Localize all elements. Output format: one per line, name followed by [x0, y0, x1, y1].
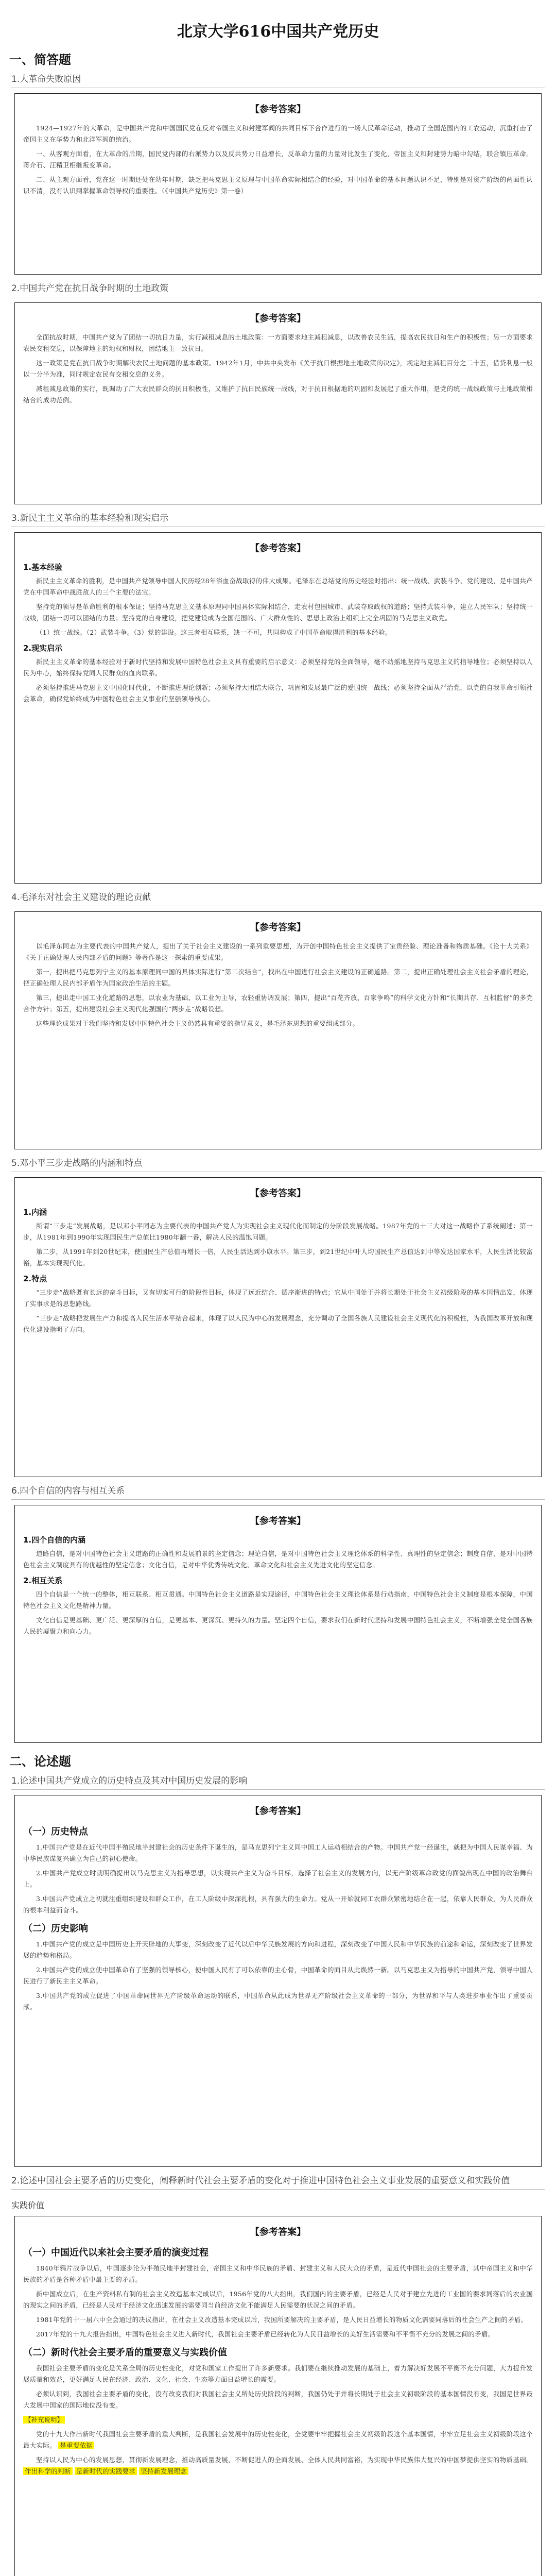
section-heading-essay: 二、论述题 [9, 1754, 71, 1769]
answer-paragraph: 第二步，从1991年到20世纪末，使国民生产总值再增长一倍，人民生活达到小康水平。第三步，到21世纪中叶人均国民生产总值达到中等发达国家水平，人民生活比较富裕，基本实现现代化。 [23, 1248, 533, 1267]
highlighted-note [23, 2414, 533, 2426]
highlight-label: 【补充说明】 [23, 2416, 65, 2424]
answer-label: 【参考答案】 [250, 1516, 306, 1527]
answer-paragraph: 以毛泽东同志为主要代表的中国共产党人，提出了关于社会主义建设的一系列重要思想，为开创中国特色社会主义提供了宝贵经验、理论准备和物质基础。《论十大关系》《关于正确处理人民内部矛盾的问题》等著作是这一探索的重要成果。 [23, 942, 533, 961]
answer-paragraph: 一、从客观方面看，在大革命的后期，国民党内部的右派势力以及反共势力日益增长，反革命力量的力量对比发生了变化，帝国主义和封建势力暗中勾结，联合镇压革命。蒋介石、汪精卫相继叛变革命。 [23, 150, 533, 169]
question-title: 5.邓小平三步走战略的内涵和特点 [11, 1156, 545, 1172]
answer-subheading: 1.四个自信的内涵 [23, 1535, 86, 1545]
answer-paragraph: 这一政策是党在抗日战争时期解决农民土地问题的基本政策。1942年1月，中共中央发布《关于抗日根据地土地政策的决定》，规定地主减租百分之二十五，借贷利息一般以一分半为准，同时规定农民有交租交息的义务。 [23, 359, 533, 378]
answer-paragraph: 1981年党的十一届六中全会通过的决议指出，在社会主义改造基本完成以后，我国所要解决的主要矛盾，是人民日益增长的物质文化需要同落后的社会生产之间的矛盾。 [36, 2316, 528, 2324]
answer-paragraph: 坚持党的领导是革命胜利的根本保证；坚持马克思主义基本原理同中国具体实际相结合，走农村包围城市、武装夺取政权的道路；坚持武装斗争，建立人民军队；坚持统一战线，团结一切可以团结的力量；坚持党的自身建设，把党建设成为全国范围的、广大群众性的、思想上政治上组织上完全巩固的马克思主义政党。 [23, 603, 533, 622]
answer-box [14, 1795, 542, 2167]
answer-box [14, 93, 542, 275]
answer-subheading: 1.内涵 [23, 1208, 47, 1217]
question-title-continuation: 实践价值 [11, 2200, 45, 2210]
highlight-phrase: 坚持新发展理念 [139, 2467, 188, 2475]
answer-text: 坚持以人民为中心的发展思想，贯彻新发展理念，推动高质量发展，不断促进人的全面发展、全体人民共同富裕，为实现中华民族伟大复兴的中国梦提供坚实的物质基础。 [36, 2456, 533, 2464]
answer-label: 【参考答案】 [250, 313, 306, 324]
answer-paragraph: 四个自信是一个统一的整体，相互联系、相互贯通。中国特色社会主义道路是实现途径，中国特色社会主义理论体系是行动指南，中国特色社会主义制度是根本保障，中国特色社会主义文化是精神力量。 [23, 1590, 533, 1609]
answer-box [14, 2216, 542, 2576]
answer-paragraph: 3.中国共产党的成立促进了中国革命同世界无产阶级革命运动的联系，中国革命从此成为世界无产阶级社会主义革命的一部分，为世界和平与人类进步事业作出了重要贡献。 [23, 1992, 533, 2011]
answer-paragraph: 文化自信是更基础、更广泛、更深厚的自信，是更基本、更深沉、更持久的力量。坚定四个自信，要求我们在新时代坚持和发展中国特色社会主义，不断增强全党全国各族人民的凝聚力和向心力。 [23, 1616, 533, 1635]
answer-paragraph: 这些理论成果对于我们坚持和发展中国特色社会主义仍然具有重要的指导意义，是毛泽东思想的重要组成部分。 [36, 1020, 359, 1027]
answer-heading: （二）新时代社会主要矛盾的重要意义与实践价值 [23, 2347, 227, 2358]
question-title: 3.新民主主义革命的基本经验和现实启示 [11, 511, 545, 527]
answer-paragraph: 2.中国共产党成立时就明确提出以马克思主义为指导思想，以实现共产主义为奋斗目标，选择了社会主义的发展方向，以无产阶级革命政党的面貌出现在中国的政治舞台上。 [23, 1869, 533, 1888]
answer-text: 党的十九大作出新时代我国社会主要矛盾的重大判断，是我国社会发展中的历史性变化，全党要牢牢把握社会主义初级阶段这个基本国情，牢牢立足社会主义初级阶段这个最大实际。 [23, 2430, 533, 2449]
highlight-phrase: 是新时代的实践要求 [75, 2467, 137, 2475]
answer-paragraph: “三步走”战略既有长远的奋斗目标，又有切实可行的阶段性目标，体现了远近结合、循序渐进的特点；它从中国处于并将长期处于社会主义初级阶段的基本国情出发，体现了实事求是的思想路线。 [23, 1289, 533, 1308]
answer-box [14, 911, 542, 1149]
answer-paragraph: 1.中国共产党的成立是中国历史上开天辟地的大事变，深刻改变了近代以后中华民族发展的方向和进程，深刻改变了中国人民和中华民族的前途和命运，深刻改变了世界发展的趋势和格局。 [23, 1940, 533, 1959]
question-title: 2.论述中国社会主要矛盾的历史变化，阐释新时代社会主要矛盾的变化对于推进中国特色社会主义事业发展的重要意义和实践价值 [11, 2173, 545, 2190]
answer-label: 【参考答案】 [250, 922, 306, 933]
answer-paragraph: “三步走”战略把发展生产力和提高人民生活水平结合起来，体现了以人民为中心的发展理念，充分调动了全国各族人民建设社会主义现代化的积极性，为我国改革开放和现代化建设指明了方向。 [23, 1314, 533, 1333]
answer-label: 【参考答案】 [250, 2227, 306, 2238]
answer-subheading: 2.相互关系 [23, 1576, 63, 1585]
answer-subheading: 2.现实启示 [23, 643, 63, 653]
question-title: 1.大革命失败原因 [11, 72, 545, 88]
answer-label: 【参考答案】 [250, 543, 306, 554]
question-title: 6.四个自信的内容与相互关系 [11, 1483, 545, 1500]
answer-paragraph: 1.中国共产党是在近代中国半殖民地半封建社会的历史条件下诞生的，是马克思列宁主义同中国工人运动相结合的产物。中国共产党一经诞生，就把为中国人民谋幸福、为中华民族谋复兴确立为自己的初心使命。 [23, 1843, 533, 1862]
answer-paragraph [23, 2429, 533, 2451]
answer-heading: （二）历史影响 [23, 1923, 88, 1934]
answer-label: 【参考答案】 [250, 104, 306, 115]
answer-paragraph: 二、从主观方面看，党在这一时期还处在幼年时期，缺乏把马克思主义原理与中国革命实际相结合的经验，对中国革命的基本问题认识不足，特别是对资产阶级的两面性认识不清，没有认识到掌握革命领导权的重要性。（《中国共产党历史》第一卷） [23, 176, 533, 195]
answer-paragraph [23, 2454, 533, 2477]
section-heading-short-answer: 一、简答题 [9, 53, 71, 67]
answer-paragraph: 新民主主义革命的基本经验对于新时代坚持和发展中国特色社会主义具有重要的启示意义：必须坚持党的全面领导，毫不动摇地坚持马克思主义的指导地位；必须坚持以人民为中心，始终保持党同人民群众的血肉联系。 [23, 658, 533, 677]
answer-box [14, 1505, 542, 1743]
question-title: 4.毛泽东对社会主义建设的理论贡献 [11, 890, 545, 906]
answer-paragraph: 1840年鸦片战争以后，中国逐步沦为半殖民地半封建社会，帝国主义和中华民族的矛盾、封建主义和人民大众的矛盾，是近代中国社会的主要矛盾，其中帝国主义和中华民族的矛盾是各种矛盾中最主要的矛盾。 [23, 2264, 533, 2283]
answer-paragraph: 1924—1927年的大革命，是中国共产党和中国国民党在反对帝国主义和封建军阀的共同目标下合作进行的一场人民革命运动，推动了全国范围内的工农运动，沉重打击了帝国主义在华势力和北洋军阀的统治。 [23, 124, 533, 143]
answer-paragraph: 必须坚持推进马克思主义中国化时代化，不断推进理论创新；必须坚持大团结大联合，巩固和发展最广泛的爱国统一战线；必须坚持全面从严治党，以党的自我革命引领社会革命，确保党始终成为中国特色社会主义事业的坚强领导核心。 [23, 684, 533, 703]
answer-label: 【参考答案】 [250, 1188, 306, 1199]
answer-paragraph: 道路自信，是对中国特色社会主义道路的正确性和发展前景的坚定信念；理论自信，是对中国特色社会主义理论体系的科学性、真理性的坚定信念；制度自信，是对中国特色社会主义制度具有的优越性的坚定信念；文化自信，是对中华优秀传统文化、革命文化和社会主义先进文化的坚定信念。 [23, 1550, 533, 1569]
answer-paragraph: 全面抗战时期，中国共产党为了团结一切抗日力量，实行减租减息的土地政策：一方面要求地主减租减息，以改善农民生活，提高农民抗日和生产的积极性；另一方面要求农民交租交息，以保障地主的地权和财权，团结地主一致抗日。 [23, 333, 533, 352]
answer-paragraph: 第三，提出走中国工业化道路的思想，以农业为基础、以工业为主导，农轻重协调发展；第四，提出“百花齐放、百家争鸣”的科学文化方针和“长期共存、互相监督”的多党合作方针；第五，提出建设社会主义现代化强国的“两步走”战略设想。 [23, 994, 533, 1013]
answer-paragraph: （1）统一战线。（2）武装斗争。（3）党的建设。这三者相互联系，缺一不可，共同构成了中国革命取得胜利的基本经验。 [36, 629, 392, 636]
answer-paragraph: 新民主主义革命的胜利，是中国共产党领导中国人民历经28年浴血奋战取得的伟大成果。毛泽东在总结党的历史经验时指出：统一战线、武装斗争、党的建设，是中国共产党在中国革命中战胜敌人的三个主要的法宝。 [23, 577, 533, 596]
question-title: 2.中国共产党在抗日战争时期的土地政策 [11, 281, 545, 297]
answer-subheading: 1.基本经验 [23, 563, 63, 572]
answer-box [14, 532, 542, 884]
answer-paragraph: 所谓“三步走”发展战略，是以邓小平同志为主要代表的中国共产党人为实现社会主义现代化而制定的分阶段发展战略。1987年党的十三大对这一战略作了系统阐述：第一步，从1981年到1990年实现国民生产总值比1980年翻一番，解决人民的温饱问题。 [23, 1222, 533, 1241]
answer-paragraph: 我国社会主要矛盾的变化是关系全局的历史性变化，对党和国家工作提出了许多新要求。我们要在继续推动发展的基础上，着力解决好发展不平衡不充分问题，大力提升发展质量和效益，更好满足人民在经济、政治、文化、社会、生态等方面日益增长的需要。 [23, 2364, 533, 2383]
answer-subheading: 2.特点 [23, 1274, 47, 1283]
answer-paragraph: 新中国成立后，在生产资料私有制的社会主义改造基本完成以后，1956年党的八大指出，我们国内的主要矛盾，已经是人民对于建立先进的工业国的要求同落后的农业国的现实之间的矛盾，已经是人民对于经济文化迅速发展的需要同当前经济文化不能满足人民需要的状况之间的矛盾。 [23, 2290, 533, 2309]
answer-paragraph: 3.中国共产党成立之初就注重组织建设和群众工作，在工人阶级中深深扎根，具有强大的生命力。党从一开始就同工农群众紧密地结合在一起，依靠人民群众，为人民群众的根本利益而奋斗。 [23, 1895, 533, 1914]
question-title: 1.论述中国共产党成立的历史特点及其对中国历史发展的影响 [11, 1773, 545, 1790]
highlight-phrase: 是重要依据 [58, 2442, 94, 2449]
answer-paragraph: 2.中国共产党的成立使中国革命有了坚强的领导核心，使中国人民有了可以依靠的主心骨，中国革命的面目从此焕然一新。以马克思主义为指导的中国共产党，领导中国人民进行了新民主主义革命。 [23, 1966, 533, 1985]
answer-box [14, 1177, 542, 1477]
answer-box [14, 302, 542, 504]
document-title: 北京大学616中国共产党历史 [177, 23, 379, 41]
answer-label: 【参考答案】 [250, 1806, 306, 1817]
answer-paragraph: 必须认识到，我国社会主要矛盾的变化，没有改变我们对我国社会主义所处历史阶段的判断，我国仍处于并将长期处于社会主义初级阶段的基本国情没有变，我国是世界最大发展中国家的国际地位没有变。 [23, 2390, 533, 2409]
answer-paragraph: 2017年党的十九大报告指出，中国特色社会主义进入新时代，我国社会主要矛盾已经转化为人民日益增长的美好生活需要和不平衡不充分的发展之间的矛盾。 [36, 2330, 495, 2338]
answer-paragraph: 第一，提出把马克思列宁主义的基本原理同中国的具体实际进行“第二次结合”，找出在中国进行社会主义建设的正确道路。第二，提出正确处理社会主义社会矛盾的理论，把正确处理人民内部矛盾作为国家政治生活的主题。 [23, 968, 533, 987]
highlight-phrase: 作出科学的判断 [23, 2467, 73, 2475]
answer-heading: （一）中国近代以来社会主要矛盾的演变过程 [23, 2247, 208, 2258]
answer-paragraph: 减租减息政策的实行，既调动了广大农民群众的抗日积极性，又维护了抗日民族统一战线，对于抗日根据地的巩固和发展起了重大作用，是党的统一战线政策与土地政策相结合的成功范例。 [23, 385, 533, 404]
answer-heading: （一）历史特点 [23, 1826, 88, 1837]
